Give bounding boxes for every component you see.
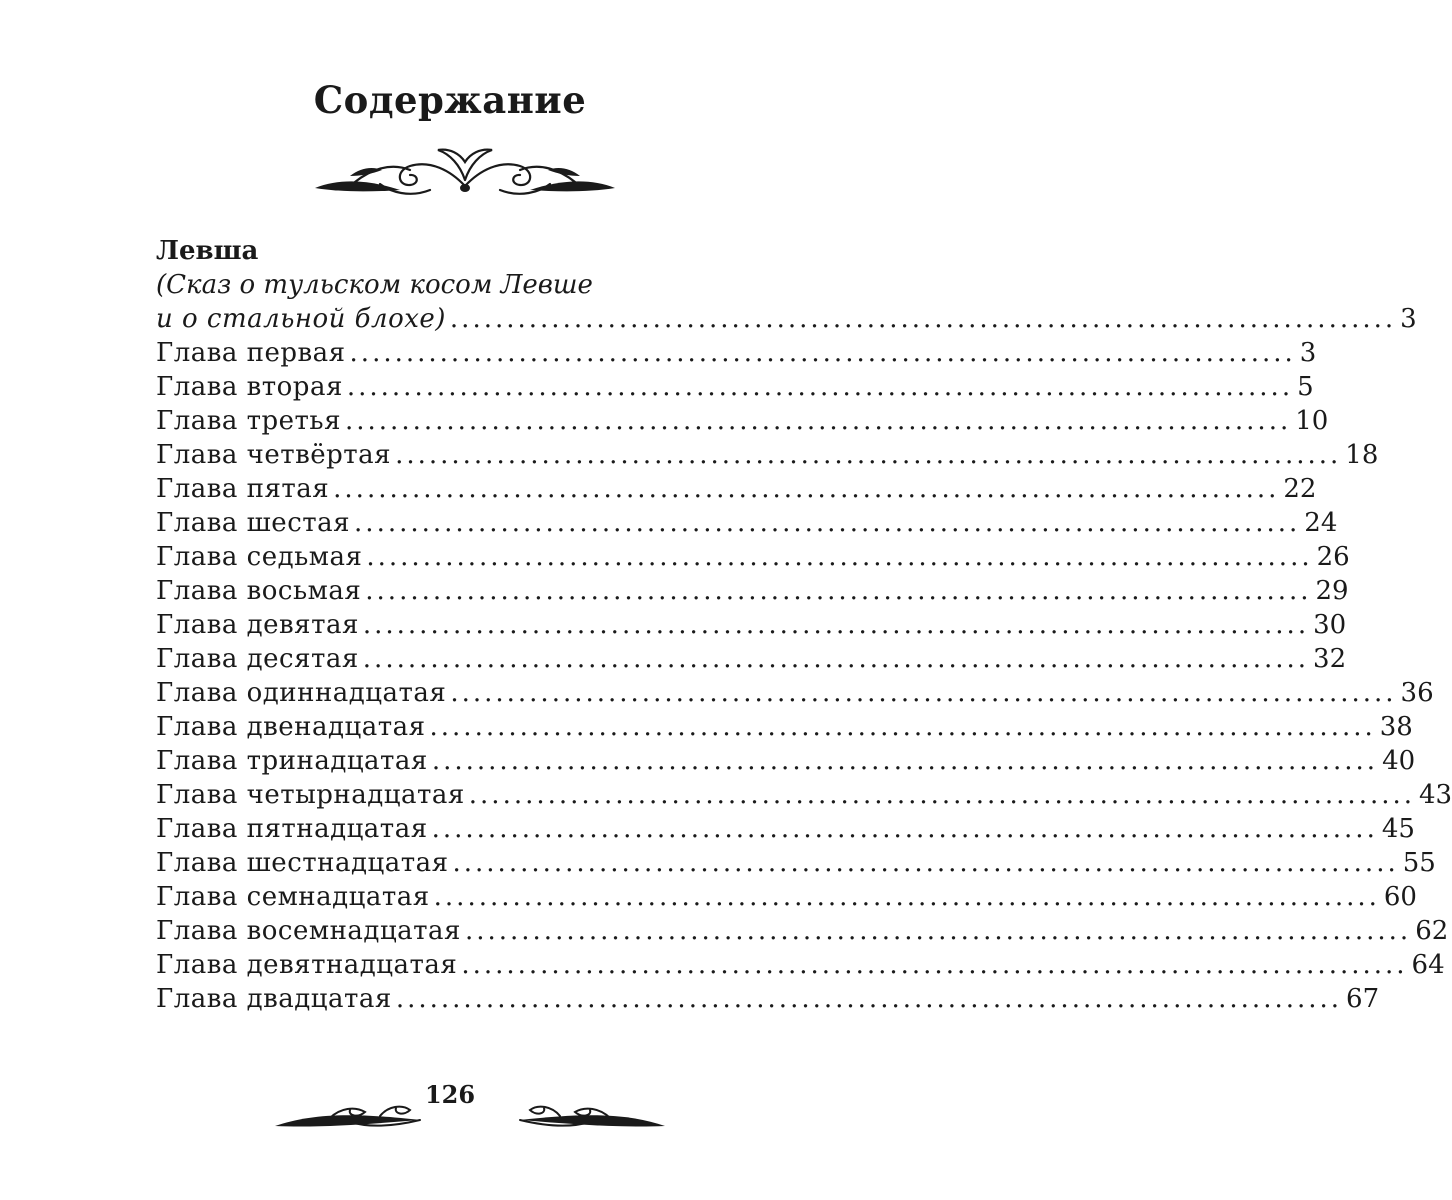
page-ref: 60 [1383, 882, 1417, 912]
chapter-title: Глава пятая [156, 474, 330, 504]
page-ref: 36 [1400, 678, 1434, 708]
toc-row[interactable] [156, 404, 1329, 438]
leader-dots: .................................................................................... [429, 712, 1376, 742]
leader-dots: .................................................................................... [433, 882, 1380, 912]
chapter-title: Глава четырнадцатая [156, 780, 465, 810]
toc-row[interactable] [156, 370, 1314, 404]
toc-row[interactable] [156, 948, 1445, 982]
page-ref: 45 [1381, 814, 1415, 844]
chapter-title: Глава первая [156, 338, 346, 368]
toc-row-subtitle[interactable] [156, 302, 1417, 336]
page-ref: 30 [1313, 610, 1347, 640]
page-ref: 67 [1346, 984, 1380, 1014]
page-ref: 43 [1419, 780, 1452, 810]
page-title: Содержание [313, 78, 587, 122]
page-ref: 3 [1299, 338, 1317, 368]
subtitle-text: (Сказ о тульском косом Левше [156, 270, 593, 300]
leader-dots: .................................................................................... [366, 542, 1313, 572]
toc-row[interactable] [156, 778, 1452, 812]
toc-row[interactable] [156, 710, 1413, 744]
flourish-ornament-icon [310, 140, 620, 206]
toc-row[interactable] [156, 336, 1317, 370]
chapter-title: Глава десятая [156, 644, 359, 674]
leader-dots: .................................................................................... [431, 746, 1379, 776]
chapter-title: Глава тринадцатая [156, 746, 428, 776]
chapter-title: Глава одиннадцатая [156, 678, 447, 708]
toc-row[interactable] [156, 812, 1415, 846]
chapter-title: Глава восемнадцатая [156, 916, 461, 946]
page-ref: 24 [1304, 508, 1338, 538]
toc-row[interactable] [156, 982, 1380, 1016]
leader-dots: .................................................................................... [395, 440, 1342, 470]
leader-dots: .................................................................................... [362, 610, 1310, 640]
leader-dots: .................................................................................... [431, 814, 1378, 844]
toc-row[interactable] [156, 744, 1416, 778]
page-ref: 29 [1315, 576, 1349, 606]
page-ref: 55 [1402, 848, 1436, 878]
chapter-title: Глава седьмая [156, 542, 363, 572]
toc-row[interactable] [156, 540, 1350, 574]
toc-entries [156, 336, 1452, 1016]
toc-row[interactable] [156, 642, 1347, 676]
page-ref: 64 [1411, 950, 1445, 980]
toc-row[interactable] [156, 608, 1347, 642]
leader-dots: .................................................................................... [450, 678, 1397, 708]
chapter-title: Глава двадцатая [156, 984, 392, 1014]
page-ref: 5 [1297, 372, 1314, 402]
leader-dots: .................................................................................... [354, 508, 1301, 538]
toc-row[interactable] [156, 676, 1434, 710]
chapter-title: Глава шестнадцатая [156, 848, 449, 878]
page-ref: 26 [1316, 542, 1350, 572]
toc-row[interactable] [156, 506, 1338, 540]
chapter-title: Глава девятнадцатая [156, 950, 458, 980]
leader-dots: .................................................................................... [349, 338, 1296, 368]
subtitle-text-2: и о стальной блохе) [156, 304, 446, 334]
leader-dots: .................................................................................... [468, 780, 1416, 810]
leader-dots: .................................................................................... [365, 576, 1312, 606]
chapter-title: Глава третья [156, 406, 341, 436]
toc-row[interactable] [156, 574, 1349, 608]
chapter-title: Глава девятая [156, 610, 359, 640]
page-ref: 40 [1382, 746, 1416, 776]
leader-dots: .................................................................................... [333, 474, 1280, 504]
chapter-title: Глава шестая [156, 508, 351, 538]
section-title: Левша [156, 236, 259, 266]
toc-row[interactable] [156, 438, 1379, 472]
chapter-title: Глава пятнадцатая [156, 814, 428, 844]
page-number: 126 [424, 1080, 476, 1109]
leader-dots: .................................................................................... [345, 406, 1292, 436]
page-ref: 62 [1415, 916, 1449, 946]
leader-dots: .................................................................................... [362, 644, 1310, 674]
leader-dots: .................................................................................... [449, 304, 1397, 334]
page-ref: 3 [1400, 304, 1417, 334]
toc-row[interactable] [156, 914, 1449, 948]
table-of-contents [156, 234, 1452, 1016]
chapter-title: Глава вторая [156, 372, 343, 402]
leader-dots: .................................................................................... [464, 916, 1412, 946]
chapter-title: Глава семнадцатая [156, 882, 430, 912]
leader-dots: .................................................................................... [346, 372, 1294, 402]
leader-dots: .................................................................................... [395, 984, 1343, 1014]
toc-row[interactable] [156, 472, 1317, 506]
chapter-title: Глава двенадцатая [156, 712, 426, 742]
leader-dots: .................................................................................... [461, 950, 1408, 980]
page-ref: 18 [1345, 440, 1379, 470]
chapter-title: Глава восьмая [156, 576, 362, 606]
chapter-title: Глава четвёртая [156, 440, 392, 470]
subtitle-line-1 [156, 268, 778, 302]
page-ref: 32 [1313, 644, 1347, 674]
leader-dots: .................................................................................... [452, 848, 1399, 878]
toc-row[interactable] [156, 880, 1417, 914]
page-ref: 38 [1379, 712, 1413, 742]
toc-row[interactable] [156, 846, 1436, 880]
page-ref: 22 [1283, 474, 1317, 504]
page-ref: 10 [1295, 406, 1329, 436]
